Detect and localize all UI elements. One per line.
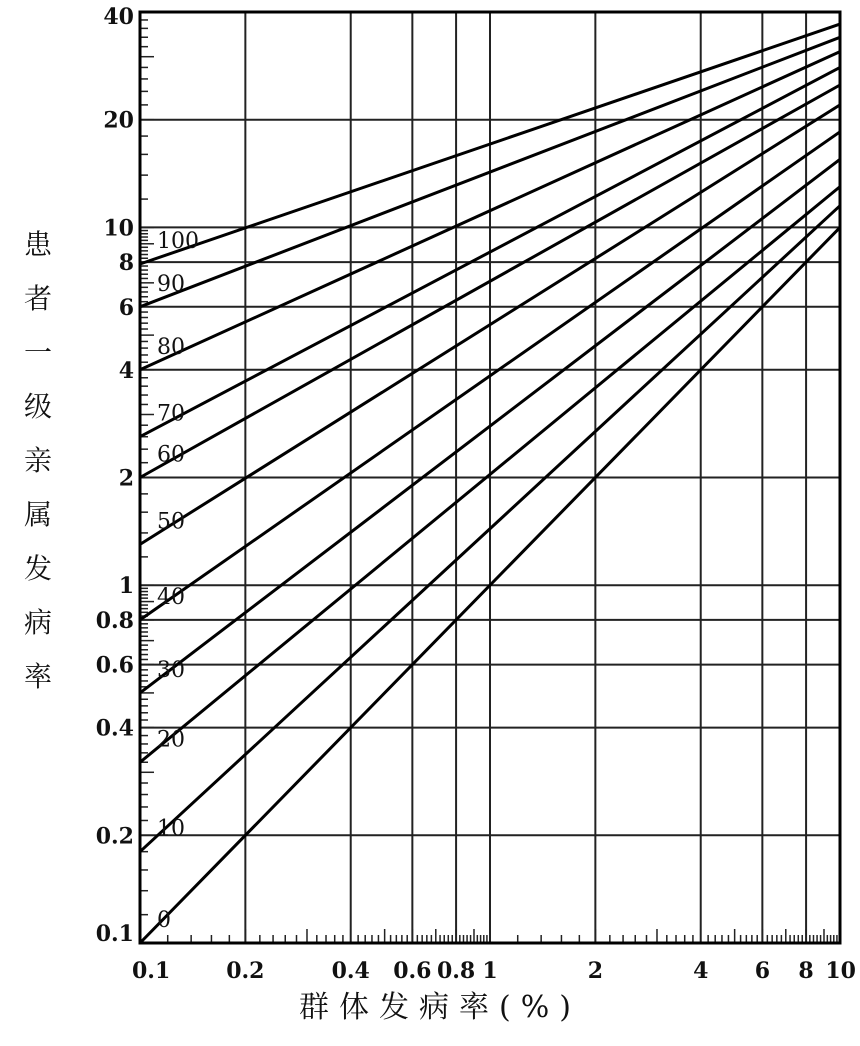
y-axis-label-char: 患 bbox=[23, 228, 52, 261]
y-tick-label-8: 6 bbox=[118, 294, 134, 321]
y-tick-label-1: 0.2 bbox=[95, 823, 134, 850]
y-tick-label-11: 20 bbox=[103, 107, 134, 134]
series-labels bbox=[157, 229, 199, 933]
x-tick-label-7: 4 bbox=[693, 958, 709, 984]
series-label-70: 70 bbox=[157, 401, 185, 427]
y-tick-label-9: 8 bbox=[118, 250, 134, 277]
series-label-0: 0 bbox=[157, 908, 171, 933]
y-tick-label-5: 1 bbox=[118, 573, 134, 600]
y-axis-label-char: 属 bbox=[23, 498, 52, 531]
y-axis-label bbox=[18, 218, 58, 704]
y-tick-label-0: 0.1 bbox=[95, 921, 134, 947]
y-tick-labels bbox=[96, 4, 134, 947]
x-tick-label-10: 10 bbox=[825, 958, 856, 984]
series-label-100: 100 bbox=[157, 229, 199, 255]
x-tick-label-2: 0.4 bbox=[331, 958, 370, 984]
y-tick-label-4: 0.8 bbox=[95, 607, 134, 634]
series-label-90: 90 bbox=[157, 271, 185, 297]
series-label-60: 60 bbox=[157, 442, 185, 468]
y-tick-label-7: 4 bbox=[118, 357, 134, 384]
x-tick-label-9: 8 bbox=[798, 958, 814, 984]
x-tick-label-4: 0.8 bbox=[436, 958, 476, 984]
y-tick-label-3: 0.6 bbox=[95, 652, 134, 679]
series-label-20: 20 bbox=[157, 727, 185, 753]
x-tick-label-1: 0.2 bbox=[226, 958, 265, 984]
series-label-10: 10 bbox=[157, 816, 185, 842]
series-label-30: 30 bbox=[157, 657, 185, 683]
y-tick-label-10: 10 bbox=[103, 215, 134, 242]
series-label-50: 50 bbox=[157, 509, 185, 535]
y-axis-label-char: 病 bbox=[23, 606, 52, 639]
y-tick-label-6: 2 bbox=[118, 465, 134, 492]
x-axis-label: 群体发病率(%) bbox=[299, 990, 581, 1025]
y-axis-label-char: 级 bbox=[23, 390, 52, 423]
y-axis-label-char: 一 bbox=[23, 336, 52, 369]
x-tick-label-5: 1 bbox=[482, 958, 498, 984]
y-tick-label-2: 0.4 bbox=[95, 715, 134, 742]
x-tick-label-6: 2 bbox=[587, 958, 604, 984]
y-tick-label-12: 40 bbox=[103, 4, 134, 30]
series-label-80: 80 bbox=[157, 334, 185, 360]
y-axis-label-char: 率 bbox=[23, 660, 52, 693]
series-label-40: 40 bbox=[157, 584, 185, 610]
y-axis-label-char: 亲 bbox=[23, 444, 52, 477]
x-tick-label-3: 0.6 bbox=[393, 958, 432, 984]
x-tick-label-8: 6 bbox=[754, 958, 771, 984]
x-tick-label-0: 0.1 bbox=[132, 958, 171, 984]
y-axis-label-char: 发 bbox=[23, 552, 52, 585]
y-axis-label-char: 者 bbox=[23, 282, 52, 315]
x-tick-labels bbox=[132, 958, 856, 984]
